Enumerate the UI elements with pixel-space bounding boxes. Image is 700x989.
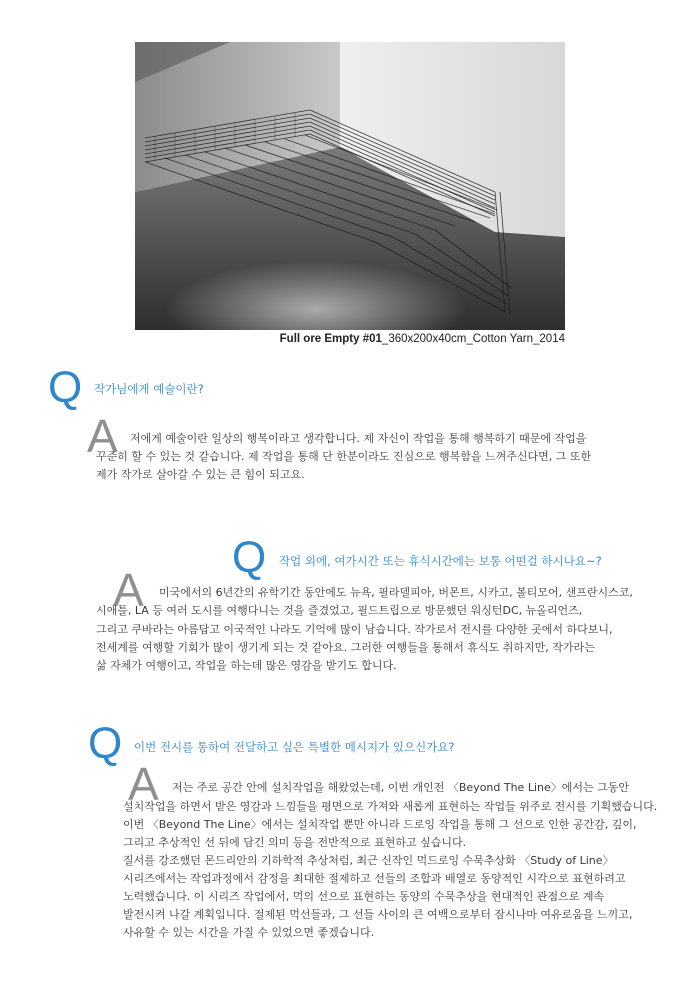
artwork-photo: [135, 42, 565, 330]
answer-line: 저는 주로 공간 안에 설치작업을 해왔었는데, 이번 개인전 〈Beyond The Line〉에서는 그동안: [172, 781, 630, 794]
question-text: 작업 외에, 여가시간 또는 휴식시간에는 보통 어떤걸 하시나요~?: [279, 554, 602, 568]
question-text: 작가님에게 예술이란?: [94, 382, 204, 396]
question-mark-letter: Q: [232, 533, 267, 582]
artwork-caption: [280, 333, 565, 345]
answer-line: 시리즈에서는 작업과정에서 감정을 최대한 절제하고 선들의 조합과 배열로 동양적인 시각으로 표현하려고: [123, 872, 626, 885]
answer-line: 전세계를 여행할 기회가 많이 생기게 되는 것 같아요. 그러한 여행들을 통해서 휴식도 취하지만, 작가라는: [96, 641, 595, 654]
question-text: 이번 전시를 통하여 전달하고 싶은 특별한 메시지가 있으신가요?: [134, 740, 455, 754]
answer-line: 이번 〈Beyond The Line〉에서는 설치작업 뿐만 아니라 드로잉 작업을 통해 그 선으로 인한 공간감, 깊이,: [123, 818, 637, 831]
answer-line: 미국에서의 6년간의 유학기간 동안에도 뉴욕, 필라델피아, 버몬트, 시카고, 볼티모어, 샌프란시스코,: [159, 586, 633, 599]
answer-line: 노력했습니다. 이 시리즈 작업에서, 먹의 선으로 표현하는 동양의 수묵추상을 현대적인 관점으로 계속: [123, 890, 605, 903]
answer-line: 삶 자체가 여행이고, 작업을 하는데 많은 영감을 받기도 합니다.: [96, 659, 397, 672]
question-mark-letter: Q: [88, 719, 123, 768]
answer-line: 설치작업을 하면서 받은 영감과 느낌들을 평면으로 가져와 새롭게 표현하는 작업들 위주로 전시를 기획했습니다.: [123, 800, 658, 813]
answer-line: 그리고 추상적인 선 뒤에 담긴 의미 등을 전반적으로 표현하고 싶습니다.: [123, 836, 467, 849]
caption-details: _360x200x40cm_Cotton Yarn_2014: [381, 333, 565, 345]
answer-line: 제가 작가로 살아갈 수 있는 큰 힘이 되고요.: [96, 468, 305, 481]
answer-mark-letter: A: [87, 410, 118, 462]
question-mark-letter: Q: [48, 363, 83, 412]
answer-line: 발전시켜 나갈 계획입니다. 절제된 먹선들과, 그 선들 사이의 큰 여백으로부터 잠시나마 여유로움을 느끼고,: [123, 908, 633, 921]
answer-mark-letter: A: [113, 564, 144, 616]
answer-mark-letter: A: [128, 758, 159, 810]
caption-title: Full ore Empty #01: [279, 333, 382, 345]
answer-line: 시애틀, LA 등 여러 도시를 여행다니는 것을 즐겼었고, 필드트립으로 방문했던 워싱턴DC, 뉴올리언즈,: [96, 604, 583, 617]
answer-line: 꾸준히 할 수 있는 것 같습니다. 제 작업을 통해 단 한분이라도 진심으로 행복함을 느껴주신다면, 그 또한: [96, 450, 592, 463]
answer-line: 그리고 쿠바라는 아름답고 이국적인 나라도 기억에 많이 남습니다. 작가로서 전시를 다양한 곳에서 하다보니,: [96, 623, 613, 636]
answer-line: 사유할 수 있는 시간을 가질 수 있었으면 좋겠습니다.: [123, 926, 375, 939]
answer-line: 저에게 예술이란 일상의 행복이라고 생각합니다. 제 자신이 작업을 통해 행복하기 때문에 작업을: [130, 432, 587, 445]
answer-line: 질서를 강조했던 몬드리안의 기하학적 추상처럼, 최근 신작인 먹드로잉 수묵추상화 〈Study of Line〉: [123, 854, 614, 867]
